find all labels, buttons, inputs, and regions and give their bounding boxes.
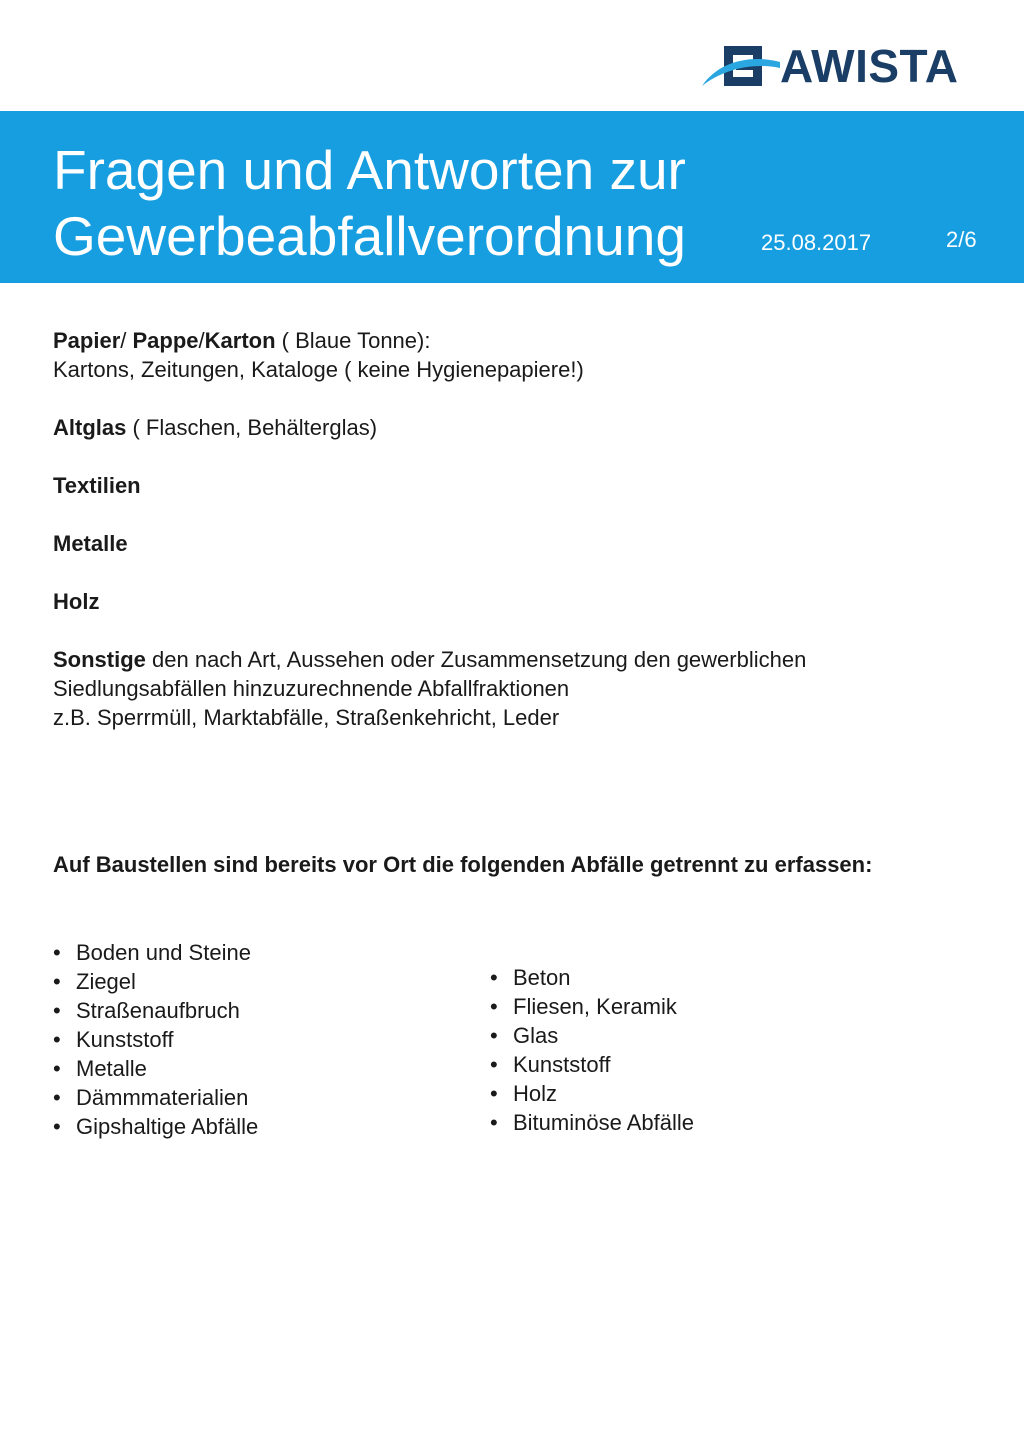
fraction-sonstige	[53, 645, 983, 732]
label-sonstige: Sonstige	[53, 647, 146, 672]
list-item: • Straßenaufbruch	[53, 996, 258, 1025]
label-holz: Holz	[53, 589, 100, 614]
baustellen-list-right	[490, 963, 694, 1137]
label-papier: Papier	[53, 328, 121, 353]
list-item: • Boden und Steine	[53, 938, 258, 967]
sonstige-text: den nach Art, Aussehen oder Zusammensetzung den gewerblichen	[145, 647, 807, 672]
list-item: • Gipshaltige Abfälle	[53, 1112, 258, 1141]
baustellen-list-left	[53, 938, 258, 1141]
fraction-papier-line-2: Kartons, Zeitungen, Kataloge ( keine Hygienepapiere!)	[53, 357, 584, 382]
awista-logo	[700, 40, 970, 92]
list-item: • Ziegel	[53, 967, 258, 996]
list-item: • Kunststoff	[490, 1050, 694, 1079]
label-altglas: Altglas	[53, 415, 127, 440]
list-item: • Metalle	[53, 1054, 258, 1083]
label-metalle: Metalle	[53, 531, 128, 556]
fraction-papier	[53, 326, 983, 384]
separator-1: /	[120, 328, 133, 353]
fraction-altglas	[53, 413, 983, 442]
fraction-papier-line-1	[53, 326, 983, 355]
waste-fractions-list	[53, 326, 983, 761]
altglas-note: ( Flaschen, Behälterglas)	[126, 415, 378, 440]
papier-note: ( Blaue Tonne):	[275, 328, 431, 353]
title-line-2: Gewerbeabfallverordnung	[53, 205, 686, 267]
list-item: • Glas	[490, 1021, 694, 1050]
title-banner	[0, 111, 1024, 283]
list-item: • Dämmmaterialien	[53, 1083, 258, 1112]
fraction-holz	[53, 587, 983, 616]
list-item: • Bituminöse Abfälle	[490, 1108, 694, 1137]
title-line-1: Fragen und Antworten zur	[53, 139, 686, 201]
baustellen-heading: Auf Baustellen sind bereits vor Ort die folgenden Abfälle getrennt zu erfassen:	[53, 852, 873, 877]
list-item: • Fliesen, Keramik	[490, 992, 694, 1021]
logo-wordmark: AWISTA	[780, 40, 959, 92]
label-textilien: Textilien	[53, 473, 141, 498]
list-item: • Holz	[490, 1079, 694, 1108]
label-karton: Karton	[204, 328, 276, 353]
fraction-textilien	[53, 471, 983, 500]
page-title	[53, 137, 686, 269]
sonstige-line-2: Siedlungsabfällen hinzuzurechnende Abfallfraktionen	[53, 676, 570, 701]
separator-2: /	[198, 328, 205, 353]
label-pappe: Pappe	[132, 328, 199, 353]
sonstige-line-3: z.B. Sperrmüll, Marktabfälle, Straßenkehricht, Leder	[53, 705, 560, 730]
awista-logo-mark-icon	[700, 40, 780, 92]
page-number: 2/6	[946, 227, 977, 252]
document-date: 25.08.2017	[761, 230, 872, 255]
fraction-metalle	[53, 529, 983, 558]
list-item: • Beton	[490, 963, 694, 992]
list-item: • Kunststoff	[53, 1025, 258, 1054]
